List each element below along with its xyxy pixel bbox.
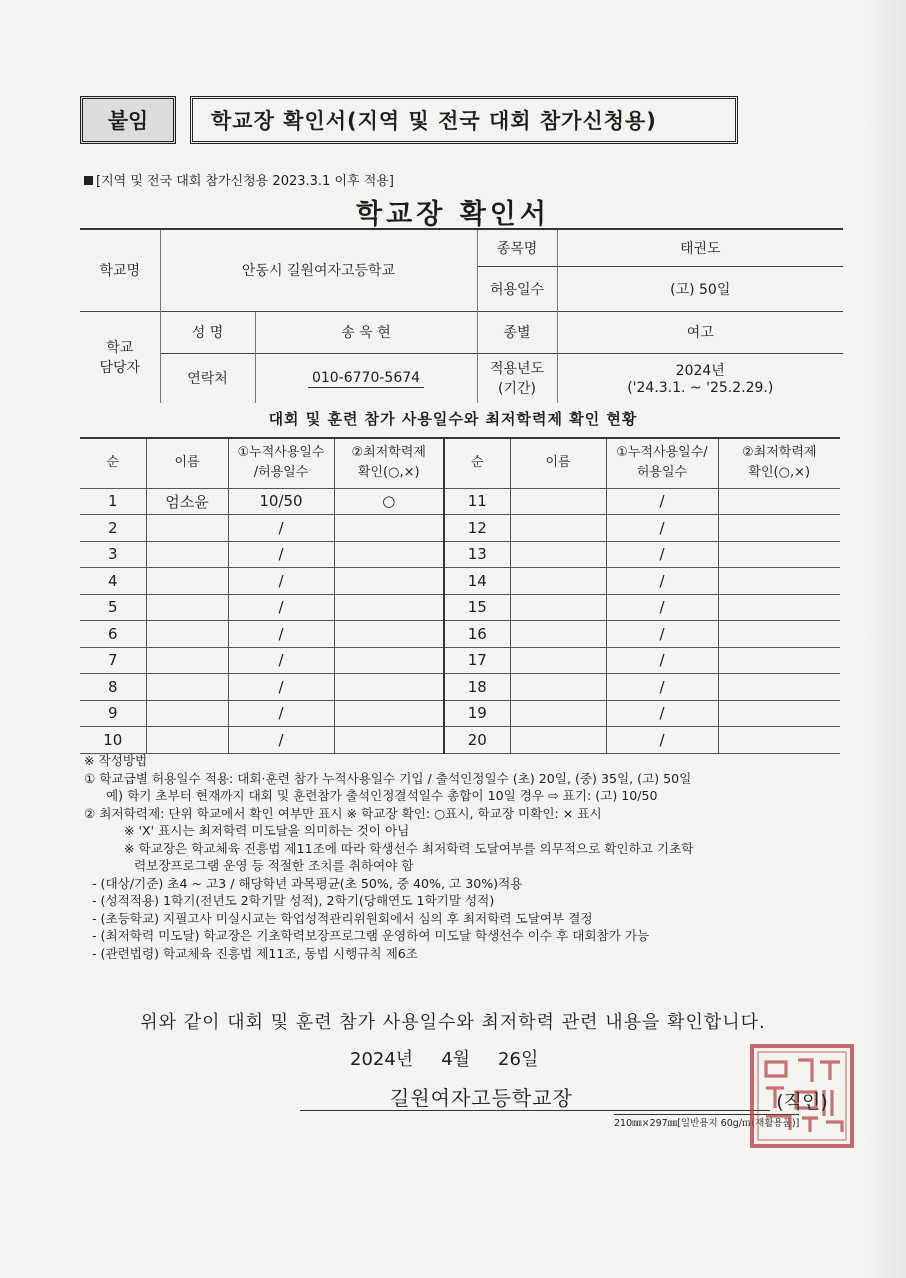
- row-no-2: 15: [444, 594, 510, 621]
- table-row: [80, 647, 840, 674]
- seal-label: (직인): [776, 1091, 828, 1113]
- row-days-2: /: [606, 621, 718, 648]
- col-header-min-academic-2: [718, 438, 840, 488]
- contact-value: [255, 353, 477, 403]
- table-row: [80, 515, 840, 542]
- paper-spec-note: 210㎜×297㎜[일반용지 60g/㎡(재활용품)]: [614, 1114, 799, 1129]
- sport-value: 태권도: [557, 229, 843, 266]
- allowed-days-value: (고) 50일: [557, 266, 843, 311]
- row-no: 7: [80, 647, 146, 674]
- row-name: [146, 515, 228, 542]
- table-row: [80, 674, 840, 701]
- row-name: [146, 621, 228, 648]
- row-check-2: [718, 568, 840, 595]
- applicable-period: ('24.3.1. ~ '25.2.29.): [627, 380, 774, 397]
- row-check: [334, 515, 444, 542]
- row-no: 10: [80, 727, 146, 754]
- row-check-2: [718, 488, 840, 515]
- applicable-year-label-line2: (기간): [498, 381, 536, 398]
- manager-name-label: 성 명: [160, 311, 255, 353]
- note-line: 예) 학기 초부터 현재까지 대회 및 훈련참가 출석인정결석일수 총합이 10일 경우 ⇨ 표기: (고) 10/50: [106, 788, 658, 803]
- applicable-year-label-line1: 적용년도: [489, 361, 545, 378]
- row-check: [334, 621, 444, 648]
- row-days: 10/50: [228, 488, 334, 515]
- row-name: [146, 541, 228, 568]
- col-header-days-line2: /허용일수: [253, 465, 309, 481]
- form-title: 학교장 확인서(지역 및 전국 대회 참가신청용): [211, 109, 657, 133]
- school-name-value: 안동시 길원여자고등학교: [160, 229, 477, 311]
- gender-category-value: 여고: [557, 311, 843, 353]
- col-header-name-2: 이름: [510, 438, 606, 488]
- row-check: ○: [334, 488, 444, 515]
- col-header-min-academic: [334, 438, 444, 488]
- row-check-2: [718, 515, 840, 542]
- document-title: 학교장 확인서: [356, 199, 550, 230]
- sport-label: 종목명: [477, 229, 557, 266]
- row-name: [146, 568, 228, 595]
- row-name: 엄소윤: [146, 488, 228, 515]
- note-line: - (대상/기준) 초4 ~ 고3 / 해당학년 과목평균(초 50%, 중 40%, 고 30%)적용: [92, 875, 523, 891]
- row-name: [146, 700, 228, 727]
- applicable-year-label: [477, 353, 557, 403]
- row-no-2: 17: [444, 647, 510, 674]
- row-check: [334, 674, 444, 701]
- row-days: /: [228, 700, 334, 727]
- row-days-2: /: [606, 568, 718, 595]
- row-name: [146, 727, 228, 754]
- school-manager-label: [80, 311, 160, 403]
- note-line: ※ 학교장은 학교체육 진흥법 제11조에 따라 학생선수 최저학력 도달여부를 의무적으로 확인하고 기초학: [124, 840, 694, 856]
- row-name: [146, 647, 228, 674]
- row-no-2: 14: [444, 568, 510, 595]
- row-no-2: 12: [444, 515, 510, 542]
- table-row: [80, 568, 840, 595]
- principal-signature-line: 길원여자고등학교장: [390, 1086, 573, 1110]
- row-name-2: [510, 488, 606, 515]
- row-check-2: [718, 674, 840, 701]
- black-square-icon: [84, 176, 93, 185]
- applicable-year-value: [557, 353, 843, 403]
- col-header-min2-line1: ②최저학력제: [742, 445, 817, 461]
- participants-table: [80, 437, 840, 754]
- note-line: - (초등학교) 지필고사 미실시교는 학업성적관리위원회에서 심의 후 최저학력 도달여부 결정: [92, 910, 593, 926]
- issue-day: 26일: [498, 1049, 539, 1070]
- note-line: ② 최저학력제: 단위 학교에서 확인 여부만 표시 ※ 학교장 확인: ○표시, 학교장 미확인: × 표시: [84, 805, 602, 821]
- note-line: - (관련법령) 학교체육 진흥법 제11조, 동법 시행규칙 제6조: [92, 945, 418, 961]
- row-check: [334, 647, 444, 674]
- official-seal-icon: [748, 1042, 856, 1150]
- form-applicability-note: [84, 170, 394, 189]
- section-title: 대회 및 훈련 참가 사용일수와 최저학력제 확인 현황: [268, 410, 638, 428]
- school-manager-label-line2: 담당자: [99, 360, 141, 377]
- col-header-no: 순: [80, 438, 146, 488]
- row-name-2: [510, 700, 606, 727]
- row-no: 5: [80, 594, 146, 621]
- table-row: [80, 727, 840, 754]
- row-days-2: /: [606, 488, 718, 515]
- form-title-box: [190, 96, 738, 144]
- row-check: [334, 727, 444, 754]
- gender-category-label: 종별: [477, 311, 557, 353]
- row-days: /: [228, 594, 334, 621]
- row-no-2: 19: [444, 700, 510, 727]
- form-applicability-text: [지역 및 전국 대회 참가신청용 2023.3.1 이후 적용]: [96, 174, 394, 189]
- row-check: [334, 568, 444, 595]
- row-no-2: 18: [444, 674, 510, 701]
- note-line: 력보장프로그램 운영 등 적절한 조치를 취하여야 함: [134, 858, 414, 873]
- row-days: /: [228, 515, 334, 542]
- row-check: [334, 594, 444, 621]
- table-row: [80, 700, 840, 727]
- attachment-tag-label: 붙임: [107, 109, 149, 133]
- row-no: 1: [80, 488, 146, 515]
- row-name-2: [510, 515, 606, 542]
- row-days-2: /: [606, 541, 718, 568]
- row-no-2: 13: [444, 541, 510, 568]
- row-no-2: 20: [444, 727, 510, 754]
- col-header-days-line1: ①누적사용일수: [237, 445, 325, 461]
- signature-rule: [300, 1110, 770, 1111]
- contact-label: 연락처: [160, 353, 255, 403]
- row-check-2: [718, 700, 840, 727]
- row-no: 8: [80, 674, 146, 701]
- note-line: ※ 'X' 표시는 최저학력 미도달을 의미하는 것이 아님: [124, 823, 410, 838]
- row-check-2: [718, 647, 840, 674]
- note-line: - (성적적용) 1학기(전년도 2학기말 성적), 2학기(당해연도 1학기말 성적): [92, 893, 495, 908]
- row-days-2: /: [606, 647, 718, 674]
- school-manager-label-line1: 학교: [106, 340, 134, 357]
- note-line: ※ 작성방법: [84, 753, 148, 768]
- row-days: /: [228, 647, 334, 674]
- row-check-2: [718, 621, 840, 648]
- row-days: /: [228, 541, 334, 568]
- col-header-days-2: [606, 438, 718, 488]
- row-days: /: [228, 568, 334, 595]
- row-days-2: /: [606, 515, 718, 542]
- row-days: /: [228, 674, 334, 701]
- row-no-2: 16: [444, 621, 510, 648]
- school-info-table: [80, 228, 843, 403]
- row-no: 2: [80, 515, 146, 542]
- row-name-2: [510, 674, 606, 701]
- instructions-notes: [84, 752, 844, 962]
- issue-year: 2024년: [350, 1049, 414, 1070]
- table-row: [80, 488, 840, 515]
- row-no: 3: [80, 541, 146, 568]
- row-name-2: [510, 621, 606, 648]
- row-days-2: /: [606, 727, 718, 754]
- applicable-year: 2024년: [675, 363, 725, 380]
- table-row: [80, 621, 840, 648]
- row-name-2: [510, 568, 606, 595]
- confirmation-statement: 위와 같이 대회 및 훈련 참가 사용일수와 최저학력 관련 내용을 확인합니다.: [140, 1012, 766, 1033]
- col-header-min-line1: ②최저학력제: [351, 445, 426, 461]
- col-header-min2-line2: 확인(○,×): [748, 465, 811, 481]
- row-check-2: [718, 541, 840, 568]
- note-line: ① 학교급별 허용일수 적용: 대회·훈련 참가 누적사용일수 기입 / 출석인정일수 (초) 20일, (중) 35일, (고) 50일: [84, 770, 692, 786]
- allowed-days-label: 허용일수: [477, 266, 557, 311]
- manager-name-value: 송 욱 현: [255, 311, 477, 353]
- note-line: - (최저학력 미도달) 학교장은 기초학력보장프로그램 운영하여 미도달 학생선수 이수 후 대회참가 가능: [92, 928, 650, 943]
- col-header-days2-line1: ①누적사용일수/: [616, 445, 708, 461]
- col-header-name: 이름: [146, 438, 228, 488]
- row-no: 6: [80, 621, 146, 648]
- table-row: [80, 594, 840, 621]
- row-no: 9: [80, 700, 146, 727]
- row-name-2: [510, 727, 606, 754]
- col-header-days: [228, 438, 334, 488]
- row-check: [334, 541, 444, 568]
- row-days-2: /: [606, 674, 718, 701]
- row-name: [146, 674, 228, 701]
- school-name-label: 학교명: [80, 229, 160, 311]
- col-header-no-2: 순: [444, 438, 510, 488]
- table-row: [80, 541, 840, 568]
- issue-month: 4월: [441, 1049, 471, 1070]
- row-name-2: [510, 647, 606, 674]
- attachment-tag: [80, 96, 176, 144]
- issue-date: [350, 1045, 566, 1071]
- row-check-2: [718, 727, 840, 754]
- row-no-2: 11: [444, 488, 510, 515]
- row-name-2: [510, 594, 606, 621]
- row-check: [334, 700, 444, 727]
- row-check-2: [718, 594, 840, 621]
- row-no: 4: [80, 568, 146, 595]
- row-name-2: [510, 541, 606, 568]
- col-header-days2-line2: 허용일수: [636, 465, 688, 481]
- row-name: [146, 594, 228, 621]
- col-header-min-line2: 확인(○,×): [357, 465, 420, 481]
- contact-number: 010-6770-5674: [308, 370, 424, 388]
- row-days-2: /: [606, 700, 718, 727]
- row-days-2: /: [606, 594, 718, 621]
- row-days: /: [228, 621, 334, 648]
- row-days: /: [228, 727, 334, 754]
